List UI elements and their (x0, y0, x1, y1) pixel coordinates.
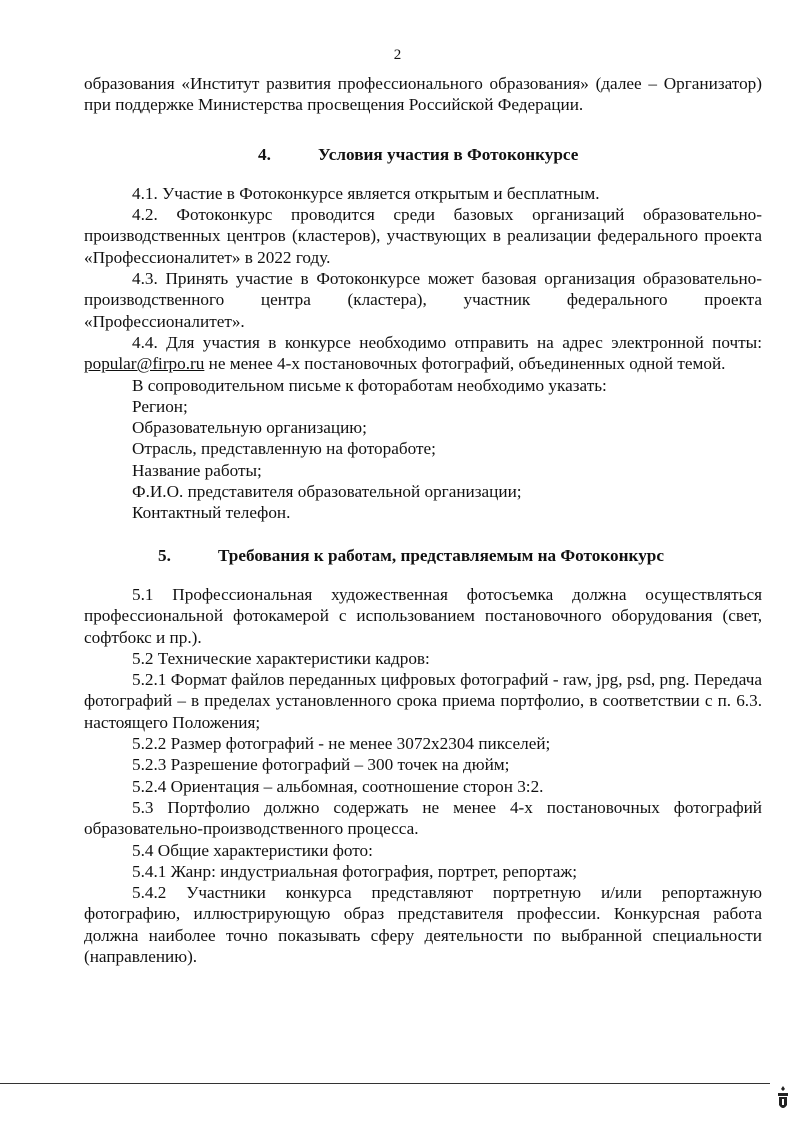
paragraph-5-3: 5.3 Портфолио должно содержать не менее 4-х постановочных фотографий образовательно-производственного процесса. (84, 797, 762, 839)
paragraph-4-1: 4.1. Участие в Фотоконкурсе является открытым и бесплатным. (132, 183, 600, 203)
email-link[interactable]: popular@firpo.ru (84, 354, 205, 374)
list-item: Название работы; (132, 460, 262, 480)
section-5-heading (84, 545, 762, 566)
list-item: Регион; (132, 396, 188, 416)
footer-divider (0, 1083, 770, 1084)
emblem-icon (776, 1085, 790, 1113)
section-4-number: 4. (258, 144, 271, 164)
page-number: 2 (393, 47, 402, 63)
document-body (84, 73, 762, 967)
section-4-title: Условия участия в Фотоконкурсе (318, 144, 579, 164)
section-5-title: Требования к работам, представляемым на Фотоконкурс (218, 545, 664, 565)
paragraph-5-2-4: 5.2.4 Ориентация – альбомная, соотношение сторон 3:2. (132, 776, 544, 796)
paragraph-5-2-1: 5.2.1 Формат файлов переданных цифровых фотографий - raw, jpg, psd, png. Передача фотографий – в пределах установленного срока приема портфолио, в соответствии с п. 6.3. настоящего Положения; (84, 670, 762, 732)
paragraph-5-4-2: 5.4.2 Участники конкурса представляют портретную и/или репортажную фотографию, иллюстрирующую образ представителя профессии. Конкурсная работа должна наиболее точно показывать сферу деятельности по выбранной специальности (направлению). (84, 883, 762, 966)
requirements-list (84, 396, 762, 524)
list-item: Отрасль, представленную на фотоработе; (132, 439, 436, 459)
intro-paragraph: образования «Институт развития профессионального образования» (далее – Организатор) при поддержке Министерства просвещения Российской Федерации. (84, 74, 762, 115)
section-4-heading (84, 144, 762, 165)
paragraph-5-2-3: 5.2.3 Разрешение фотографий – 300 точек на дюйм; (132, 755, 510, 775)
paragraph-4-2: 4.2. Фотоконкурс проводится среди базовых организаций образовательно-производственных центров (кластеров), участвующих в реализации федерального проекта «Профессионалитет» в 2022 году. (84, 205, 762, 267)
paragraph-5-4: 5.4 Общие характеристики фото: (132, 840, 373, 860)
paragraph-4-4 (84, 332, 762, 375)
paragraph-4-4-text-end: не менее 4-х постановочных фотографий, объединенных одной темой. (204, 354, 726, 374)
paragraph-5-1: 5.1 Профессиональная художественная фотосъемка должна осуществляться профессиональной фотокамерой с использованием постановочного оборудования (свет, софтбокс и пр.). (84, 584, 762, 647)
list-item: Контактный телефон. (132, 503, 291, 523)
cover-letter-intro: В сопроводительном письме к фотоработам необходимо указать: (132, 375, 607, 395)
paragraph-5-4-1: 5.4.1 Жанр: индустриальная фотография, портрет, репортаж; (132, 861, 578, 881)
paragraph-4-3: 4.3. Принять участие в Фотоконкурсе может базовая организация образовательно-производственного центра (кластера), участник федерального проекта «Профессионалитет». (84, 269, 762, 331)
paragraph-4-4-text-start: 4.4. Для участия в конкурсе необходимо отправить на адрес электронной почты: (132, 332, 762, 352)
paragraph-5-2: 5.2 Технические характеристики кадров: (132, 648, 430, 668)
list-item: Образовательную организацию; (132, 418, 367, 438)
list-item: Ф.И.О. представителя образовательной организации; (132, 482, 522, 502)
section-5-number: 5. (158, 545, 171, 565)
paragraph-5-2-2: 5.2.2 Размер фотографий - не менее 3072х2304 пикселей; (132, 734, 551, 754)
